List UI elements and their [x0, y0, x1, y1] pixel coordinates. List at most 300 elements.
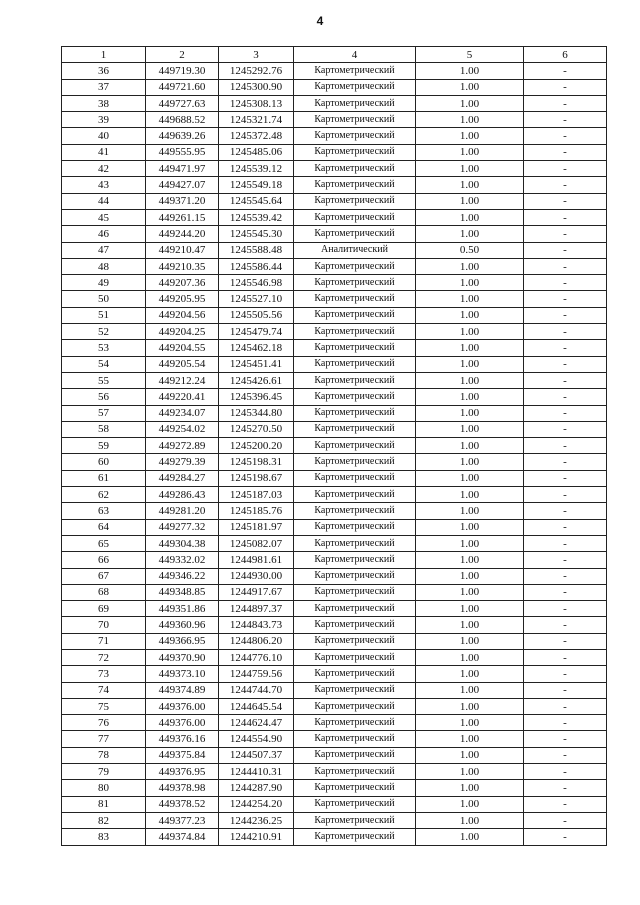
point-number-cell: 39 [62, 112, 146, 128]
x-coordinate-cell: 449377.23 [146, 812, 219, 828]
note-cell: - [524, 144, 607, 160]
note-cell: - [524, 731, 607, 747]
y-coordinate-cell: 1245082.07 [219, 535, 294, 551]
accuracy-cell: 1.00 [416, 731, 524, 747]
accuracy-cell: 1.00 [416, 601, 524, 617]
accuracy-cell: 1.00 [416, 715, 524, 731]
accuracy-cell: 1.00 [416, 63, 524, 79]
note-cell: - [524, 584, 607, 600]
accuracy-cell: 1.00 [416, 535, 524, 551]
method-cell: Картометрический [294, 796, 416, 812]
table-row [62, 633, 607, 649]
accuracy-cell: 1.00 [416, 747, 524, 763]
y-coordinate-cell: 1245549.18 [219, 177, 294, 193]
y-coordinate-cell: 1244645.54 [219, 698, 294, 714]
table-row [62, 682, 607, 698]
x-coordinate-cell: 449471.97 [146, 161, 219, 177]
note-cell: - [524, 63, 607, 79]
table-row [62, 356, 607, 372]
method-cell: Картометрический [294, 503, 416, 519]
x-coordinate-cell: 449721.60 [146, 79, 219, 95]
table-row [62, 389, 607, 405]
accuracy-cell: 1.00 [416, 161, 524, 177]
method-cell: Картометрический [294, 161, 416, 177]
method-cell: Картометрический [294, 568, 416, 584]
method-cell: Картометрический [294, 633, 416, 649]
point-number-cell: 77 [62, 731, 146, 747]
point-number-cell: 80 [62, 780, 146, 796]
point-number-cell: 56 [62, 389, 146, 405]
method-cell: Картометрический [294, 193, 416, 209]
x-coordinate-cell: 449555.95 [146, 144, 219, 160]
method-cell: Картометрический [294, 601, 416, 617]
y-coordinate-cell: 1244254.20 [219, 796, 294, 812]
accuracy-cell: 0.50 [416, 242, 524, 258]
accuracy-cell: 1.00 [416, 617, 524, 633]
note-cell: - [524, 666, 607, 682]
point-number-cell: 79 [62, 764, 146, 780]
accuracy-cell: 1.00 [416, 454, 524, 470]
table-row [62, 79, 607, 95]
y-coordinate-cell: 1245372.48 [219, 128, 294, 144]
column-header: 2 [146, 47, 219, 63]
method-cell: Картометрический [294, 764, 416, 780]
point-number-cell: 51 [62, 307, 146, 323]
method-cell: Картометрический [294, 307, 416, 323]
accuracy-cell: 1.00 [416, 438, 524, 454]
note-cell: - [524, 307, 607, 323]
point-number-cell: 41 [62, 144, 146, 160]
note-cell: - [524, 372, 607, 388]
note-cell: - [524, 291, 607, 307]
note-cell: - [524, 324, 607, 340]
point-number-cell: 48 [62, 258, 146, 274]
accuracy-cell: 1.00 [416, 291, 524, 307]
accuracy-cell: 1.00 [416, 487, 524, 503]
accuracy-cell: 1.00 [416, 405, 524, 421]
x-coordinate-cell: 449261.15 [146, 209, 219, 225]
note-cell: - [524, 438, 607, 454]
note-cell: - [524, 535, 607, 551]
x-coordinate-cell: 449332.02 [146, 552, 219, 568]
x-coordinate-cell: 449366.95 [146, 633, 219, 649]
table-row [62, 372, 607, 388]
point-number-cell: 82 [62, 812, 146, 828]
accuracy-cell: 1.00 [416, 682, 524, 698]
table-row [62, 764, 607, 780]
table-row [62, 552, 607, 568]
note-cell: - [524, 209, 607, 225]
table-row [62, 63, 607, 79]
x-coordinate-cell: 449376.95 [146, 764, 219, 780]
x-coordinate-cell: 449376.16 [146, 731, 219, 747]
note-cell: - [524, 601, 607, 617]
table-row [62, 258, 607, 274]
table-row [62, 731, 607, 747]
column-header: 4 [294, 47, 416, 63]
point-number-cell: 69 [62, 601, 146, 617]
point-number-cell: 52 [62, 324, 146, 340]
y-coordinate-cell: 1245181.97 [219, 519, 294, 535]
point-number-cell: 46 [62, 226, 146, 242]
table-row [62, 601, 607, 617]
note-cell: - [524, 682, 607, 698]
table-row [62, 715, 607, 731]
y-coordinate-cell: 1245451.41 [219, 356, 294, 372]
accuracy-cell: 1.00 [416, 112, 524, 128]
accuracy-cell: 1.00 [416, 144, 524, 160]
table-row [62, 324, 607, 340]
y-coordinate-cell: 1244776.10 [219, 649, 294, 665]
note-cell: - [524, 226, 607, 242]
coordinates-table [61, 46, 607, 846]
note-cell: - [524, 715, 607, 731]
accuracy-cell: 1.00 [416, 209, 524, 225]
y-coordinate-cell: 1245270.50 [219, 421, 294, 437]
point-number-cell: 36 [62, 63, 146, 79]
x-coordinate-cell: 449210.47 [146, 242, 219, 258]
note-cell: - [524, 470, 607, 486]
note-cell: - [524, 764, 607, 780]
note-cell: - [524, 454, 607, 470]
accuracy-cell: 1.00 [416, 649, 524, 665]
x-coordinate-cell: 449272.89 [146, 438, 219, 454]
note-cell: - [524, 829, 607, 845]
y-coordinate-cell: 1245505.56 [219, 307, 294, 323]
y-coordinate-cell: 1245198.31 [219, 454, 294, 470]
y-coordinate-cell: 1245545.64 [219, 193, 294, 209]
method-cell: Картометрический [294, 812, 416, 828]
method-cell: Аналитический [294, 242, 416, 258]
point-number-cell: 43 [62, 177, 146, 193]
method-cell: Картометрический [294, 535, 416, 551]
y-coordinate-cell: 1245527.10 [219, 291, 294, 307]
y-coordinate-cell: 1245308.13 [219, 95, 294, 111]
table-row [62, 291, 607, 307]
point-number-cell: 61 [62, 470, 146, 486]
table-row [62, 112, 607, 128]
method-cell: Картометрический [294, 95, 416, 111]
note-cell: - [524, 405, 607, 421]
method-cell: Картометрический [294, 226, 416, 242]
method-cell: Картометрический [294, 829, 416, 845]
table-row [62, 617, 607, 633]
method-cell: Картометрический [294, 487, 416, 503]
accuracy-cell: 1.00 [416, 568, 524, 584]
accuracy-cell: 1.00 [416, 519, 524, 535]
accuracy-cell: 1.00 [416, 258, 524, 274]
accuracy-cell: 1.00 [416, 421, 524, 437]
method-cell: Картометрический [294, 666, 416, 682]
y-coordinate-cell: 1244806.20 [219, 633, 294, 649]
point-number-cell: 49 [62, 275, 146, 291]
method-cell: Картометрический [294, 747, 416, 763]
x-coordinate-cell: 449281.20 [146, 503, 219, 519]
table-row [62, 340, 607, 356]
column-header: 3 [219, 47, 294, 63]
x-coordinate-cell: 449378.98 [146, 780, 219, 796]
method-cell: Картометрический [294, 112, 416, 128]
table-row [62, 698, 607, 714]
method-cell: Картометрический [294, 649, 416, 665]
note-cell: - [524, 633, 607, 649]
accuracy-cell: 1.00 [416, 552, 524, 568]
x-coordinate-cell: 449284.27 [146, 470, 219, 486]
table-row [62, 193, 607, 209]
note-cell: - [524, 95, 607, 111]
table-row [62, 242, 607, 258]
method-cell: Картометрический [294, 79, 416, 95]
y-coordinate-cell: 1244897.37 [219, 601, 294, 617]
y-coordinate-cell: 1244210.91 [219, 829, 294, 845]
table-row [62, 503, 607, 519]
x-coordinate-cell: 449277.32 [146, 519, 219, 535]
x-coordinate-cell: 449719.30 [146, 63, 219, 79]
table-row [62, 584, 607, 600]
accuracy-cell: 1.00 [416, 324, 524, 340]
table-row [62, 812, 607, 828]
x-coordinate-cell: 449370.90 [146, 649, 219, 665]
note-cell: - [524, 79, 607, 95]
method-cell: Картометрический [294, 617, 416, 633]
note-cell: - [524, 617, 607, 633]
table-row [62, 454, 607, 470]
y-coordinate-cell: 1245187.03 [219, 487, 294, 503]
method-cell: Картометрический [294, 144, 416, 160]
y-coordinate-cell: 1245479.74 [219, 324, 294, 340]
y-coordinate-cell: 1245539.42 [219, 209, 294, 225]
y-coordinate-cell: 1245539.12 [219, 161, 294, 177]
x-coordinate-cell: 449210.35 [146, 258, 219, 274]
x-coordinate-cell: 449373.10 [146, 666, 219, 682]
method-cell: Картометрический [294, 698, 416, 714]
point-number-cell: 59 [62, 438, 146, 454]
accuracy-cell: 1.00 [416, 128, 524, 144]
note-cell: - [524, 503, 607, 519]
y-coordinate-cell: 1244624.47 [219, 715, 294, 731]
accuracy-cell: 1.00 [416, 193, 524, 209]
point-number-cell: 55 [62, 372, 146, 388]
x-coordinate-cell: 449374.89 [146, 682, 219, 698]
x-coordinate-cell: 449205.54 [146, 356, 219, 372]
note-cell: - [524, 356, 607, 372]
accuracy-cell: 1.00 [416, 780, 524, 796]
y-coordinate-cell: 1244843.73 [219, 617, 294, 633]
table-row [62, 487, 607, 503]
y-coordinate-cell: 1245321.74 [219, 112, 294, 128]
y-coordinate-cell: 1244287.90 [219, 780, 294, 796]
y-coordinate-cell: 1244554.90 [219, 731, 294, 747]
point-number-cell: 57 [62, 405, 146, 421]
method-cell: Картометрический [294, 324, 416, 340]
y-coordinate-cell: 1245300.90 [219, 79, 294, 95]
column-header: 1 [62, 47, 146, 63]
accuracy-cell: 1.00 [416, 177, 524, 193]
x-coordinate-cell: 449304.38 [146, 535, 219, 551]
table-row [62, 519, 607, 535]
note-cell: - [524, 421, 607, 437]
y-coordinate-cell: 1245546.98 [219, 275, 294, 291]
accuracy-cell: 1.00 [416, 340, 524, 356]
accuracy-cell: 1.00 [416, 698, 524, 714]
x-coordinate-cell: 449205.95 [146, 291, 219, 307]
note-cell: - [524, 568, 607, 584]
accuracy-cell: 1.00 [416, 226, 524, 242]
accuracy-cell: 1.00 [416, 503, 524, 519]
table-row [62, 438, 607, 454]
table-row [62, 796, 607, 812]
x-coordinate-cell: 449639.26 [146, 128, 219, 144]
point-number-cell: 40 [62, 128, 146, 144]
table-row [62, 470, 607, 486]
y-coordinate-cell: 1244930.00 [219, 568, 294, 584]
table-row [62, 421, 607, 437]
x-coordinate-cell: 449204.56 [146, 307, 219, 323]
point-number-cell: 65 [62, 535, 146, 551]
point-number-cell: 53 [62, 340, 146, 356]
table-row [62, 144, 607, 160]
x-coordinate-cell: 449204.25 [146, 324, 219, 340]
method-cell: Картометрический [294, 340, 416, 356]
point-number-cell: 81 [62, 796, 146, 812]
note-cell: - [524, 487, 607, 503]
accuracy-cell: 1.00 [416, 764, 524, 780]
accuracy-cell: 1.00 [416, 79, 524, 95]
point-number-cell: 75 [62, 698, 146, 714]
y-coordinate-cell: 1245185.76 [219, 503, 294, 519]
accuracy-cell: 1.00 [416, 812, 524, 828]
note-cell: - [524, 242, 607, 258]
method-cell: Картометрический [294, 291, 416, 307]
table-row [62, 649, 607, 665]
point-number-cell: 73 [62, 666, 146, 682]
y-coordinate-cell: 1245426.61 [219, 372, 294, 388]
note-cell: - [524, 812, 607, 828]
point-number-cell: 78 [62, 747, 146, 763]
method-cell: Картометрический [294, 356, 416, 372]
y-coordinate-cell: 1244759.56 [219, 666, 294, 682]
column-header: 6 [524, 47, 607, 63]
accuracy-cell: 1.00 [416, 307, 524, 323]
note-cell: - [524, 128, 607, 144]
accuracy-cell: 1.00 [416, 356, 524, 372]
method-cell: Картометрический [294, 209, 416, 225]
table-row [62, 405, 607, 421]
x-coordinate-cell: 449371.20 [146, 193, 219, 209]
point-number-cell: 64 [62, 519, 146, 535]
x-coordinate-cell: 449244.20 [146, 226, 219, 242]
x-coordinate-cell: 449376.00 [146, 698, 219, 714]
y-coordinate-cell: 1245198.67 [219, 470, 294, 486]
point-number-cell: 47 [62, 242, 146, 258]
accuracy-cell: 1.00 [416, 95, 524, 111]
table-row [62, 747, 607, 763]
method-cell: Картометрический [294, 258, 416, 274]
table-header-row [62, 47, 607, 63]
method-cell: Картометрический [294, 389, 416, 405]
point-number-cell: 37 [62, 79, 146, 95]
method-cell: Картометрический [294, 438, 416, 454]
method-cell: Картометрический [294, 780, 416, 796]
point-number-cell: 71 [62, 633, 146, 649]
table-row [62, 128, 607, 144]
point-number-cell: 68 [62, 584, 146, 600]
note-cell: - [524, 389, 607, 405]
x-coordinate-cell: 449254.02 [146, 421, 219, 437]
y-coordinate-cell: 1244917.67 [219, 584, 294, 600]
method-cell: Картометрический [294, 177, 416, 193]
point-number-cell: 76 [62, 715, 146, 731]
table-row [62, 666, 607, 682]
method-cell: Картометрический [294, 63, 416, 79]
method-cell: Картометрический [294, 275, 416, 291]
y-coordinate-cell: 1244236.25 [219, 812, 294, 828]
note-cell: - [524, 747, 607, 763]
table-row [62, 829, 607, 845]
note-cell: - [524, 112, 607, 128]
accuracy-cell: 1.00 [416, 633, 524, 649]
method-cell: Картометрический [294, 731, 416, 747]
note-cell: - [524, 519, 607, 535]
method-cell: Картометрический [294, 421, 416, 437]
y-coordinate-cell: 1245396.45 [219, 389, 294, 405]
table-row [62, 177, 607, 193]
y-coordinate-cell: 1245588.48 [219, 242, 294, 258]
table-row [62, 568, 607, 584]
x-coordinate-cell: 449279.39 [146, 454, 219, 470]
x-coordinate-cell: 449348.85 [146, 584, 219, 600]
y-coordinate-cell: 1244981.61 [219, 552, 294, 568]
method-cell: Картометрический [294, 715, 416, 731]
point-number-cell: 58 [62, 421, 146, 437]
y-coordinate-cell: 1244507.37 [219, 747, 294, 763]
x-coordinate-cell: 449204.55 [146, 340, 219, 356]
point-number-cell: 70 [62, 617, 146, 633]
accuracy-cell: 1.00 [416, 275, 524, 291]
note-cell: - [524, 177, 607, 193]
y-coordinate-cell: 1245292.76 [219, 63, 294, 79]
method-cell: Картометрический [294, 128, 416, 144]
x-coordinate-cell: 449207.36 [146, 275, 219, 291]
point-number-cell: 74 [62, 682, 146, 698]
point-number-cell: 42 [62, 161, 146, 177]
y-coordinate-cell: 1245545.30 [219, 226, 294, 242]
point-number-cell: 38 [62, 95, 146, 111]
point-number-cell: 60 [62, 454, 146, 470]
note-cell: - [524, 193, 607, 209]
note-cell: - [524, 552, 607, 568]
x-coordinate-cell: 449374.84 [146, 829, 219, 845]
x-coordinate-cell: 449351.86 [146, 601, 219, 617]
x-coordinate-cell: 449234.07 [146, 405, 219, 421]
point-number-cell: 54 [62, 356, 146, 372]
accuracy-cell: 1.00 [416, 470, 524, 486]
note-cell: - [524, 258, 607, 274]
accuracy-cell: 1.00 [416, 829, 524, 845]
table-row [62, 307, 607, 323]
point-number-cell: 44 [62, 193, 146, 209]
point-number-cell: 63 [62, 503, 146, 519]
table-row [62, 95, 607, 111]
x-coordinate-cell: 449688.52 [146, 112, 219, 128]
note-cell: - [524, 340, 607, 356]
accuracy-cell: 1.00 [416, 389, 524, 405]
method-cell: Картометрический [294, 519, 416, 535]
table-row [62, 275, 607, 291]
x-coordinate-cell: 449212.24 [146, 372, 219, 388]
accuracy-cell: 1.00 [416, 666, 524, 682]
column-header: 5 [416, 47, 524, 63]
